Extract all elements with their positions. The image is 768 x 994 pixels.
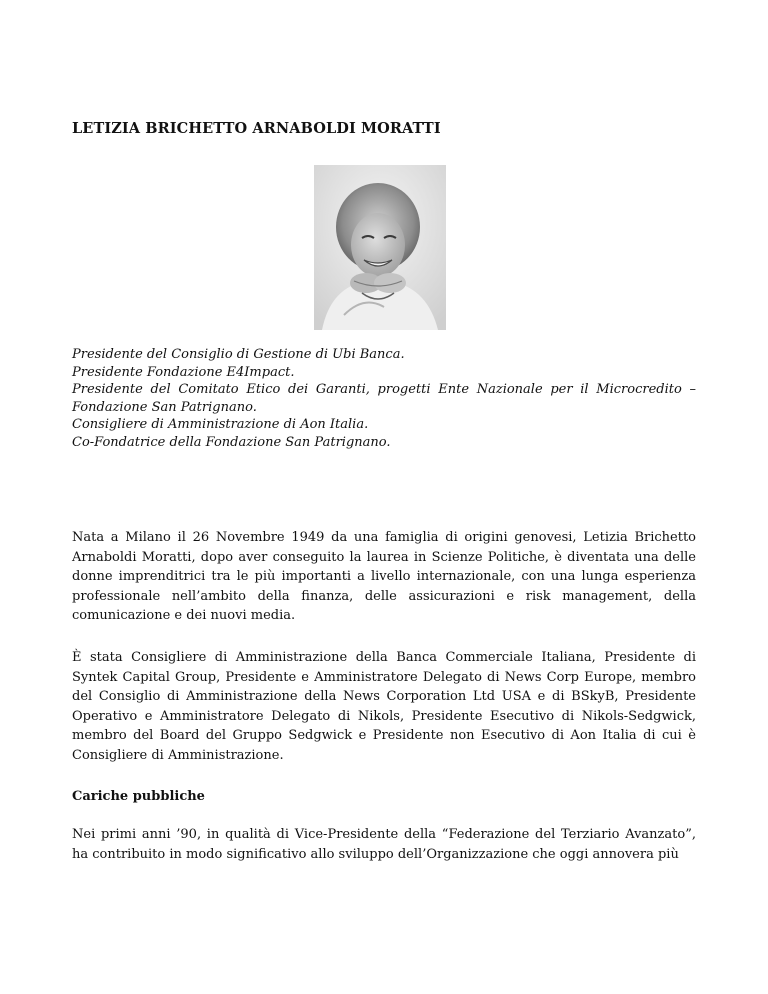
role-item: Presidente del Comitato Etico dei Garanti, progetti Ente Nazionale per il Microcredito – Fondazione San Patrignano. — [72, 382, 696, 415]
biography-paragraph-3: Nei primi anni ’90, in qualità di Vice-Presidente della “Federazione del Terziario Avanzato”, ha contribuito in modo significativo allo sviluppo dell’Organizzazione che oggi annovera più — [72, 827, 696, 862]
role-item: Presidente Fondazione E4Impact. — [72, 364, 295, 380]
document-title: LETIZIA BRICHETTO ARNABOLDI MORATTI — [72, 120, 441, 137]
role-item: Co-Fondatrice della Fondazione San Patrignano. — [72, 434, 391, 450]
roles-list — [72, 346, 696, 452]
section-heading: Cariche pubbliche — [72, 789, 205, 804]
role-item: Consigliere di Amministrazione di Aon Italia. — [72, 417, 369, 433]
portrait-photo — [314, 165, 446, 330]
role-item: Presidente del Consiglio di Gestione di Ubi Banca. — [72, 347, 405, 362]
biography-paragraph-2: È stata Consigliere di Amministrazione della Banca Commerciale Italiana, Presidente di Syntek Capital Group, Presidente e Amministratore Delegato di News Corp Europe, membro del Consiglio di Amministrazione della News Corporation Ltd USA e di BSkyB, Presidente Operativo e Amministratore Delegato di Nikols, Presidente Esecutivo di Nikols-Sedgwick, membro del Board del Gruppo Sedgwick e Presidente non Esecutivo di Aon Italia di cui è Consigliere di Amministrazione. — [72, 650, 696, 763]
biography-paragraph-1: Nata a Milano il 26 Novembre 1949 da una famiglia di origini genovesi, Letizia Brichetto Arnaboldi Moratti, dopo aver conseguito la laurea in Scienze Politiche, è diventata una delle donne imprenditrici tra le più importanti a livello internazionale, con una lunga esperienza professionale nell’ambito della finanza, delle assicurazioni e risk management, della comunicazione e dei nuovi media. — [72, 530, 696, 624]
